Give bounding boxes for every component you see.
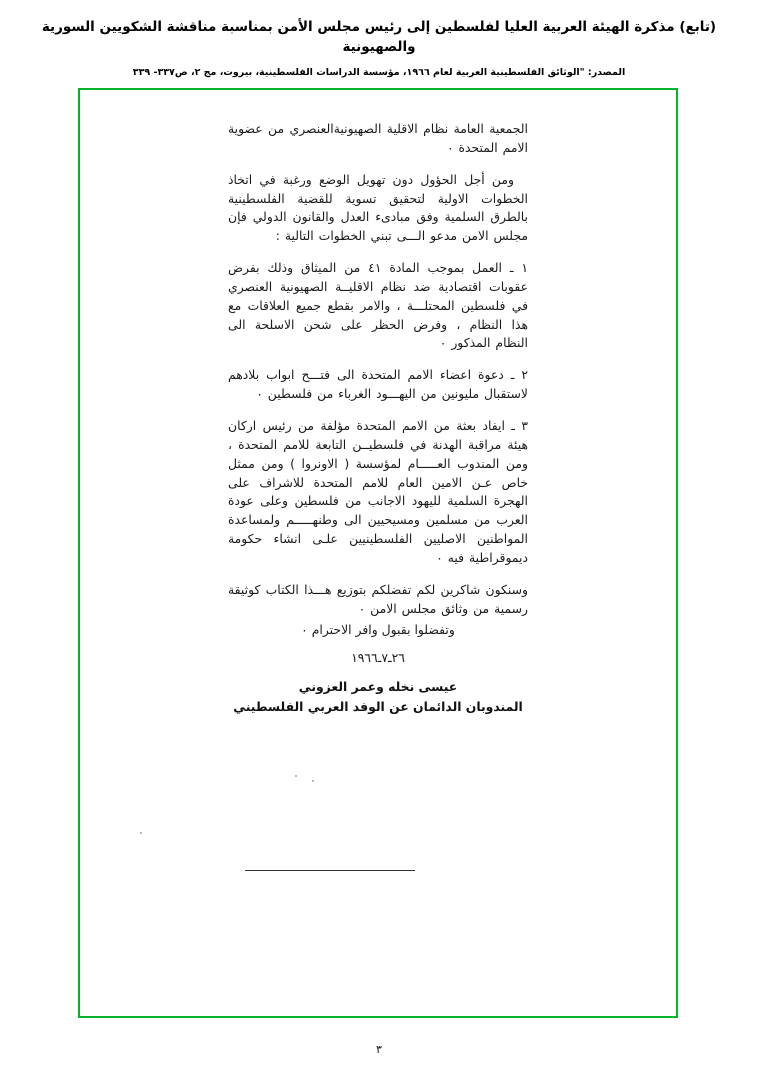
scan-speck — [140, 832, 142, 834]
closing-line: وتفضلوا بقبول وافر الاحترام ٠ — [301, 622, 455, 638]
page-number: ٣ — [376, 1043, 382, 1056]
paragraph-step-1: ١ ـ العمل بموجب المادة ٤١ من الميثاق وذلك بفرض عقوبات اقتصادية ضد نظام الاقليــة الصهيونية العنصري في فلسطين المحتلـــة ، والامر بقطع جميع العلاقات مع هذا النظام ، وفرض الحظر على شحن الاسلحة الى النظام المذكور ٠ — [228, 260, 529, 351]
document-date: ٢٦ـ٧ـ١٩٦٦ — [351, 649, 405, 665]
paragraph-step-2: ٢ ـ دعوة اعضاء الامم المتحدة الى فتـــح ابواب بلادهم لاستقبال مليونين من اليهـــود الغرباء من فلسطين ٠ — [228, 367, 528, 402]
header-source: المصدر: "الوثائق الفلسطينية العربية لعام ١٩٦٦، مؤسسة الدراسات الفلسطينية، بيروت، مج ٢، ص٣٣٧- ٣٣٩ — [132, 67, 626, 79]
scan-speck — [295, 775, 297, 777]
horizontal-rule — [245, 870, 415, 871]
document-frame — [78, 88, 678, 1018]
signature-block — [228, 677, 528, 717]
signature-names: عيسى نخله وعمر العزوني — [298, 679, 458, 695]
paragraph-request: وسنكون شاكرين لكم تفضلكم بتوزيع هـــذا الكتاب كوثيقة رسمية من وثائق مجلس الامن ٠ — [228, 581, 528, 616]
signature-role: المندوبان الدائمان عن الوفد العربي الفلسطيني — [233, 699, 523, 715]
paragraph-step-3: ٣ ـ ايفاد بعثة من الامم المتحدة مؤلفة من رئيس اركان هيئة مراقبة الهدنة في فلسطيــن التابعة للامم المتحدة ، ومن المندوب العـــــام لمؤسسة ( الاونروا ) ومن ممثل خاص عـن الامين العام للامم المتحدة للاشراف على الهجرة السلمية لليهود الاجانب من فلسطين وعلى عودة العرب من مسلمين ومسيحيين الى وطنهـــــم ولمساعدة المواطنين الاصليين الفلسطينيين علـى انشاء حكومة ديموقراطية فيه ٠ — [228, 417, 528, 565]
scan-speck — [312, 780, 314, 782]
paragraph-preamble: ومن أجل الحؤول دون تهويل الوضع ورغبة في اتخاذ الخطوات الاولية لتحقيق تسوية للقضية الفلسطينية بالطرق السلمية وفق مبادىء العدل والقانون الدولي فإن مجلس الامن مدعو الـــى تبني الخطوات التالية : — [228, 171, 528, 244]
paragraph-opening: الجمعية العامة نظام الاقلية الصهيونيةالعنصري من عضوية الامم المتحدة ٠ — [228, 121, 528, 155]
header-title: (تابع) مذكرة الهيئة العربية العليا لفلسطين إلى رئيس مجلس الأمن بمناسبة مناقشة الشكويين السورية والصهيونية — [41, 19, 717, 55]
page-header — [0, 0, 758, 78]
document-body — [228, 120, 528, 717]
